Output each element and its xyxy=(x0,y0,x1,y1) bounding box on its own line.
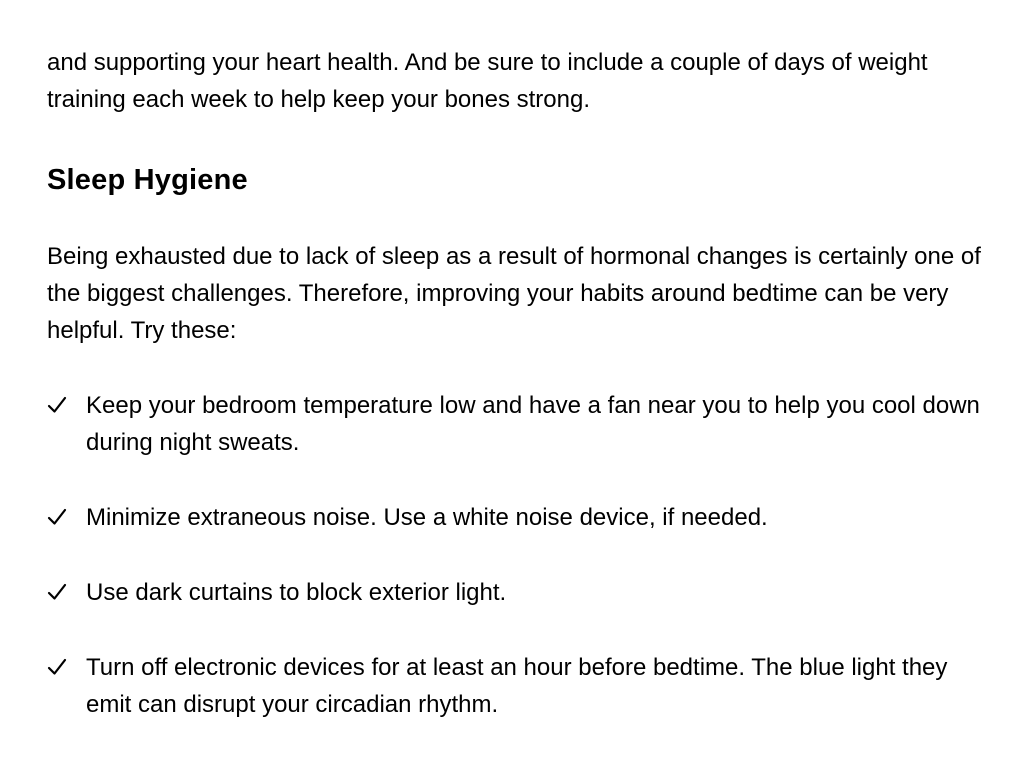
list-item xyxy=(47,387,998,461)
list-item-text: Minimize extraneous noise. Use a white noise device, if needed. xyxy=(86,504,768,531)
intro-paragraph: and supporting your heart health. And be sure to include a couple of days of weight training each week to help keep your bones strong. xyxy=(47,49,928,113)
list-item xyxy=(47,574,998,611)
list-item-text: Use dark curtains to block exterior light. xyxy=(86,579,507,606)
list-item xyxy=(47,649,998,723)
list-item xyxy=(47,499,998,536)
checkmark-icon xyxy=(47,499,86,536)
section-heading: Sleep Hygiene xyxy=(47,164,248,196)
section-paragraph: Being exhausted due to lack of sleep as a result of hormonal changes is certainly one of the biggest challenges. Therefore, improving your habits around bedtime can be very helpful. Try these: xyxy=(47,243,981,344)
list-item-text: Turn off electronic devices for at least an hour before bedtime. The blue light they emit can disrupt your circadian rhythm. xyxy=(86,654,948,718)
tips-checklist xyxy=(47,387,998,723)
checkmark-icon xyxy=(47,387,86,424)
checkmark-icon xyxy=(47,649,86,686)
list-item-text: Keep your bedroom temperature low and have a fan near you to help you cool down during night sweats. xyxy=(86,392,980,456)
checkmark-icon xyxy=(47,574,86,611)
